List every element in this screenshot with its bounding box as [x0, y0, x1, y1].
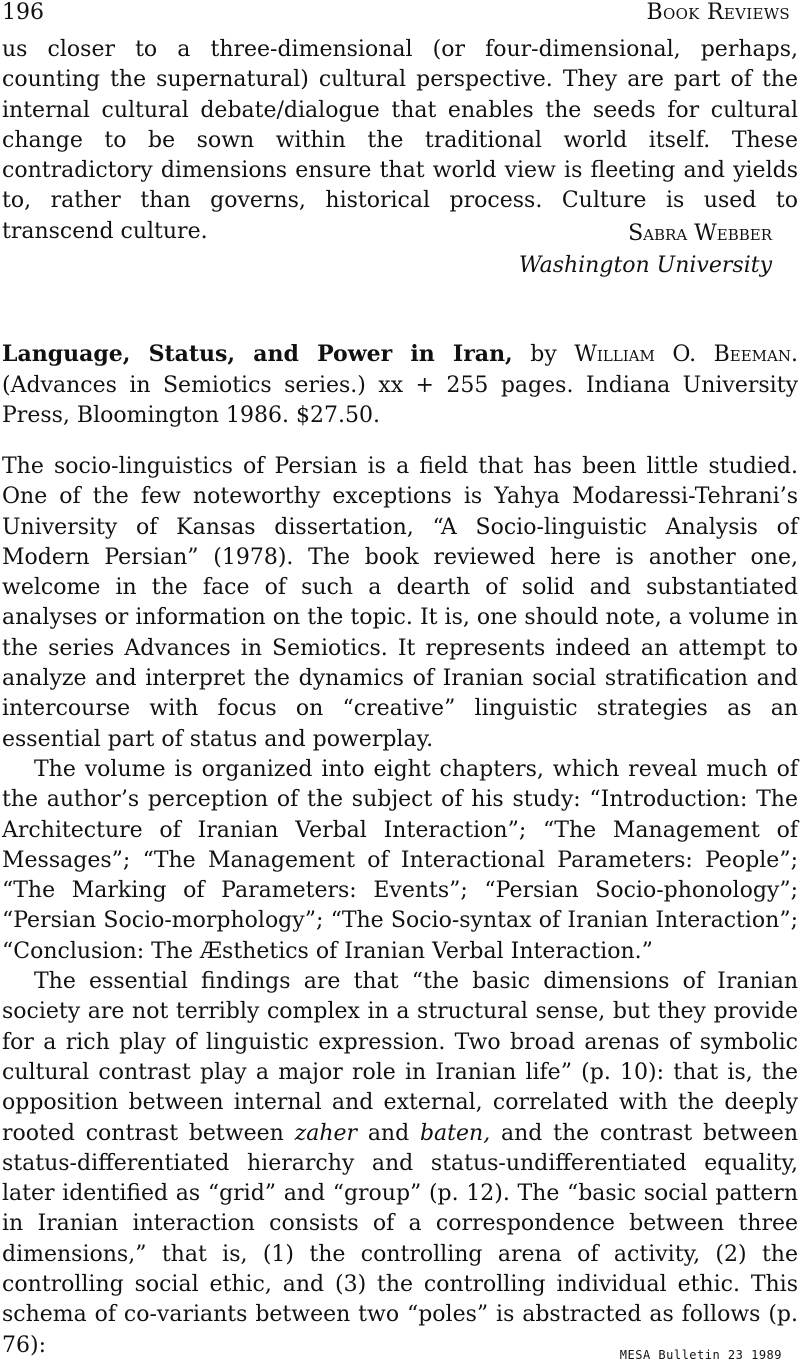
by-word: by: [530, 342, 557, 367]
reviewer-signature: [519, 218, 772, 282]
reviewer-institution: Washington University: [518, 253, 772, 278]
review-paragraph-2: The volume is organized into eight chapters, which reveal much of the author’s perception of the subject of his study: “Introduction: The Architecture of Iranian Verbal Interaction”; “The Management of Messages”; “The Management of Interactional Parameters: People”; “The Marking of Parameters: Events”; “Persian Socio-phonology”; “Persian Socio-morphology”; “The Socio-syntax of Iranian Interaction”; “Conclusion: The Æsthetics of Iranian Verbal Interaction.”: [2, 756, 798, 964]
term-baten: baten,: [419, 1120, 491, 1146]
page-footer: MESA Bulletin 23 1989: [619, 1348, 782, 1362]
reviewer-name: Sabra Webber: [628, 221, 772, 246]
running-head: Book Reviews: [646, 0, 790, 25]
page-number: 196: [2, 0, 44, 25]
continuation-paragraph: us closer to a three-dimensional (or four-dimensional, perhaps, counting the supernatural) cultural perspective. They are part of the internal cultural debate/dialogue that enables the seeds for cultural change to be sown within the traditional world itself. These contradictory dimensions ensure that world view is fleeting and yields to, rather than governs, historical process. Culture is used to transcend culture.: [2, 37, 798, 244]
paragraph-3-text-a: The essential findings are that “the basic dimensions of Iranian society are not terribly complex in a structural sense, but they provide for a rich play of linguistic expression. Two broad arenas of symbolic cultural contrast play a major role in Iranian life” (p. 10): that is, the opposition between internal and external, correlated with the deeply rooted contrast between: [2, 969, 798, 1146]
conjunction-and: and: [367, 1120, 410, 1146]
book-title: Language, Status, and Power in Iran,: [2, 341, 513, 367]
page-header: [2, 0, 790, 30]
book-author: William O. Beeman.: [574, 342, 798, 367]
previous-review-continuation: [2, 35, 798, 247]
review-heading: [2, 339, 798, 432]
term-zaher: zaher: [294, 1120, 358, 1146]
paragraph-3-text-b: and the contrast between status-differentiated hierarchy and status-undifferentiated equality, later identified as “grid” and “group” (p. 12). The “basic social pattern in Iranian interaction consists of a correspondence between three dimensions,” that is, (1) the controlling arena of activity, (2) the controlling social ethic, and (3) the controlling individual ethic. This schema of co-variants between two “poles” is abstracted as follows (p. 76):: [2, 1120, 799, 1358]
review-body: [2, 452, 798, 1361]
book-details: (Advances in Semiotics series.) xx + 255 pages. Indiana University Press, Bloomington 1986. $27.50.: [2, 372, 798, 428]
review-paragraph-3: [2, 967, 798, 1361]
review-paragraph-1: The socio-linguistics of Persian is a field that has been little studied. One of the few noteworthy exceptions is Yahya Modaressi-Tehrani’s University of Kansas dissertation, “A Socio-linguistic Analysis of Modern Persian” (1978). The book reviewed here is another one, welcome in the face of such a dearth of solid and substantiated analyses or information on the topic. It is, one should note, a volume in the series Advances in Semiotics. It represents indeed an attempt to analyze and interpret the dynamics of Iranian social stratification and intercourse with focus on “creative” linguistic strategies as an essential part of status and powerplay.: [2, 454, 798, 752]
